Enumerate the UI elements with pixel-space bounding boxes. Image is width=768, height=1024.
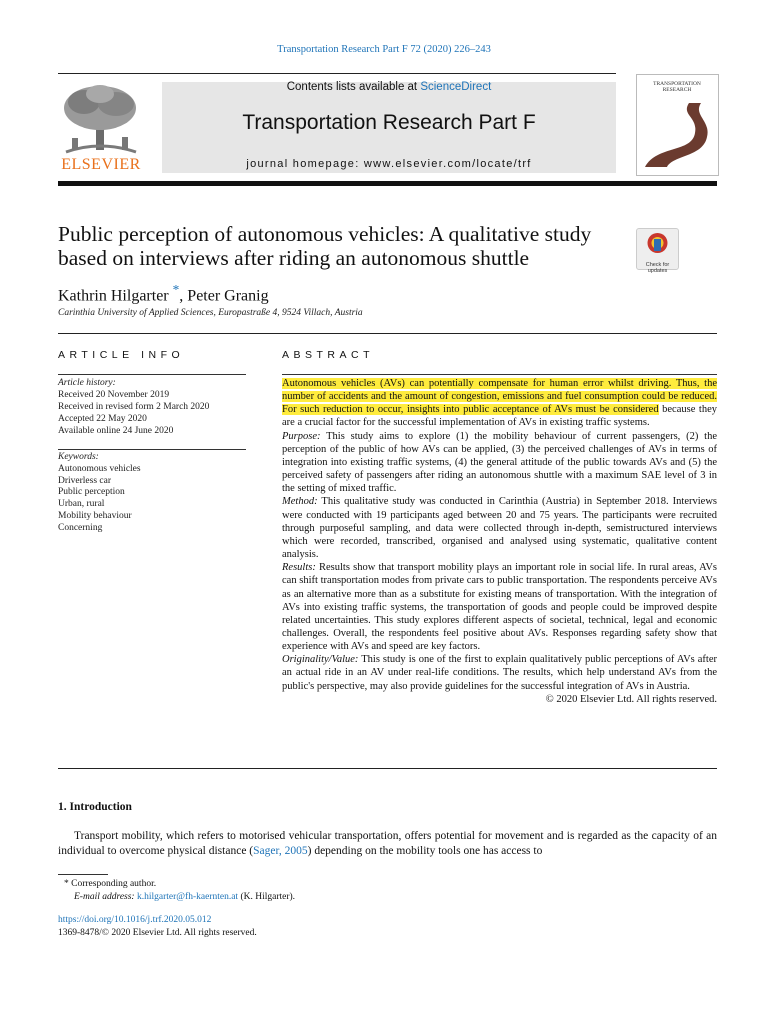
method-label: Method: [282, 496, 318, 508]
footnote-email [58, 891, 295, 904]
abstract-body [282, 377, 717, 706]
journal-citation[interactable]: Transportation Research Part F 72 (2020) 226–243 [277, 44, 491, 55]
history-item: Accepted 22 May 2020 [58, 414, 147, 424]
footnotes [58, 878, 295, 903]
contents-prefix: Contents lists available at [286, 81, 421, 93]
title-rule [58, 333, 717, 334]
abstract-rule [282, 374, 717, 375]
cover-road-icon [637, 75, 718, 175]
introduction-text [58, 829, 717, 859]
keywords-rule [58, 449, 246, 450]
header-rule [58, 73, 616, 74]
authors [58, 282, 269, 305]
journal-cover[interactable] [636, 74, 719, 176]
keyword-item: Concerning [58, 522, 103, 533]
header-thick-rule [58, 181, 717, 186]
article-info-rule [58, 374, 246, 375]
article-info-heading: ARTICLE INFO [58, 349, 185, 361]
method-text: This qualitative study was conducted in Carinthia (Austria) in September 2018. Interviews were conducted with 19 participants aged between 20 and 75 years. The participants were recruited through purposeful sampling, and data were collected through in-depth, semistructured interviews which were recorded, transcribed, organised and analysed using systematic, qualitative content analysis. [282, 496, 717, 561]
footnote-rule [58, 874, 108, 875]
originality-label: Originality/Value: [282, 654, 359, 666]
issn-line: 1369-8478/© 2020 Elsevier Ltd. All rights reserved. [58, 928, 257, 938]
history-label: Article history: [58, 378, 116, 388]
history-item: Received 20 November 2019 [58, 390, 170, 400]
intro-text-part2: ) depending on the mobility tools one has access to [307, 845, 543, 857]
abstract-intro-rest: because they are a crucial factor for the successful implementation of AVs in existing traffic systems. [282, 404, 717, 429]
abstract-method [282, 495, 717, 561]
author-1[interactable]: Kathrin Hilgarter [58, 287, 169, 305]
article-history [58, 377, 246, 437]
abstract-purpose [282, 430, 717, 496]
keywords [58, 452, 246, 535]
corresponding-author-text: Corresponding author. [71, 879, 157, 889]
email-label: E-mail address: [74, 891, 135, 902]
abstract-results [282, 561, 717, 653]
purpose-label: Purpose: [282, 430, 321, 442]
footnote-corresponding [58, 878, 295, 891]
doi-link[interactable]: https://doi.org/10.1016/j.trf.2020.05.012 [58, 915, 212, 925]
author-2[interactable]: , Peter Granig [179, 287, 269, 305]
check-for-updates-badge[interactable] [636, 228, 679, 274]
journal-title: Transportation Research Part F [242, 111, 536, 134]
purpose-text: This study aims to explore (1) the mobility behaviour of current passengers, (2) the perception of the public of how AVs can be applied, (3) the perceived challenges of AVs in terms of integration into existing traffic systems, (4) the general attitude of the public towards AVs and (5) the perceived safety of passengers after riding an autonomous shuttle with a maximum SAE level of 3 in the setting of mixed traffic. [282, 430, 717, 495]
keyword-item: Urban, rural [58, 499, 105, 510]
introduction-heading: 1. Introduction [58, 801, 132, 813]
results-text: Results show that transport mobility plays an important role in social life. In rural areas, AVs can shift transportation modes from private cars to public transportation. The respondents perceive AVs as an alternative more than as a substitute for existing means of transportation. With the integration of AVs into existing traffic systems, the transportation of goods and people could be improved despite related uncertainties. This study explores different aspects of societal, technical, legal and economic challenges. Overall, the respondents feel positive about AVs. Responses regarding safety show that experience with AVs and speed are key factors. [282, 562, 717, 653]
keyword-item: Public perception [58, 487, 125, 498]
abstract-heading: ABSTRACT [282, 349, 375, 361]
sciencedirect-link[interactable]: ScienceDirect [420, 81, 492, 93]
email-link[interactable]: k.hilgarter@fh-kaernten.at [136, 891, 239, 902]
history-item: Received in revised form 2 March 2020 [58, 402, 210, 412]
highlighted-text[interactable]: Autonomous vehicles (AVs) can potentially compensate for human error whilst driving. Thus, the number of accidents and the amount of congestion, emissions and fuel consumption could be reduced. For such reduction to occur, insights into public acceptance of AVs must be considered [282, 378, 717, 416]
citation-link[interactable]: Sager, 2005 [253, 845, 308, 857]
corresponding-author-mark[interactable]: * [172, 282, 180, 297]
crossmark-label: Check for updates [645, 262, 670, 274]
cover-title: TRANSPORTATION RESEARCH [653, 81, 701, 93]
keyword-item: Autonomous vehicles [58, 463, 141, 474]
affiliation: Carinthia University of Applied Sciences, Europastraße 4, 9524 Villach, Austria [58, 308, 363, 318]
keyword-item: Mobility behaviour [58, 510, 132, 521]
intro-text-part1: Transport mobility, which refers to motorised vehicular transportation, offers potential for movement and is regarded as the capacity of an individual to overcome physical distance ( [58, 830, 717, 857]
elsevier-wordmark: ELSEVIER [61, 156, 141, 173]
journal-homepage[interactable]: journal homepage: www.elsevier.com/locate/trf [246, 158, 532, 170]
keyword-item: Driverless car [58, 475, 112, 486]
footnote-mark: * [64, 879, 69, 889]
article-title: Public perception of autonomous vehicles: A qualitative study based on interviews after riding an autonomous shuttle [58, 222, 592, 270]
contents-line [162, 81, 616, 93]
keywords-label: Keywords: [58, 452, 99, 462]
abstract-bottom-rule [58, 768, 717, 769]
abstract-intro [282, 377, 717, 430]
elsevier-logo [58, 82, 144, 174]
originality-text: This study is one of the first to explain qualitatively public perceptions of AVs after an actual ride in an AV under real-life conditions. The results, which help understand AVs from the public's perspective, may also provide guidelines for the successful integration of AVs in Austria. [282, 654, 717, 692]
crossmark-icon [637, 229, 678, 257]
abstract-originality [282, 653, 717, 692]
abstract-copyright: © 2020 Elsevier Ltd. All rights reserved. [545, 693, 717, 705]
results-label: Results: [282, 562, 316, 574]
email-suffix: (K. Hilgarter). [238, 891, 296, 902]
history-item: Available online 24 June 2020 [58, 426, 174, 436]
